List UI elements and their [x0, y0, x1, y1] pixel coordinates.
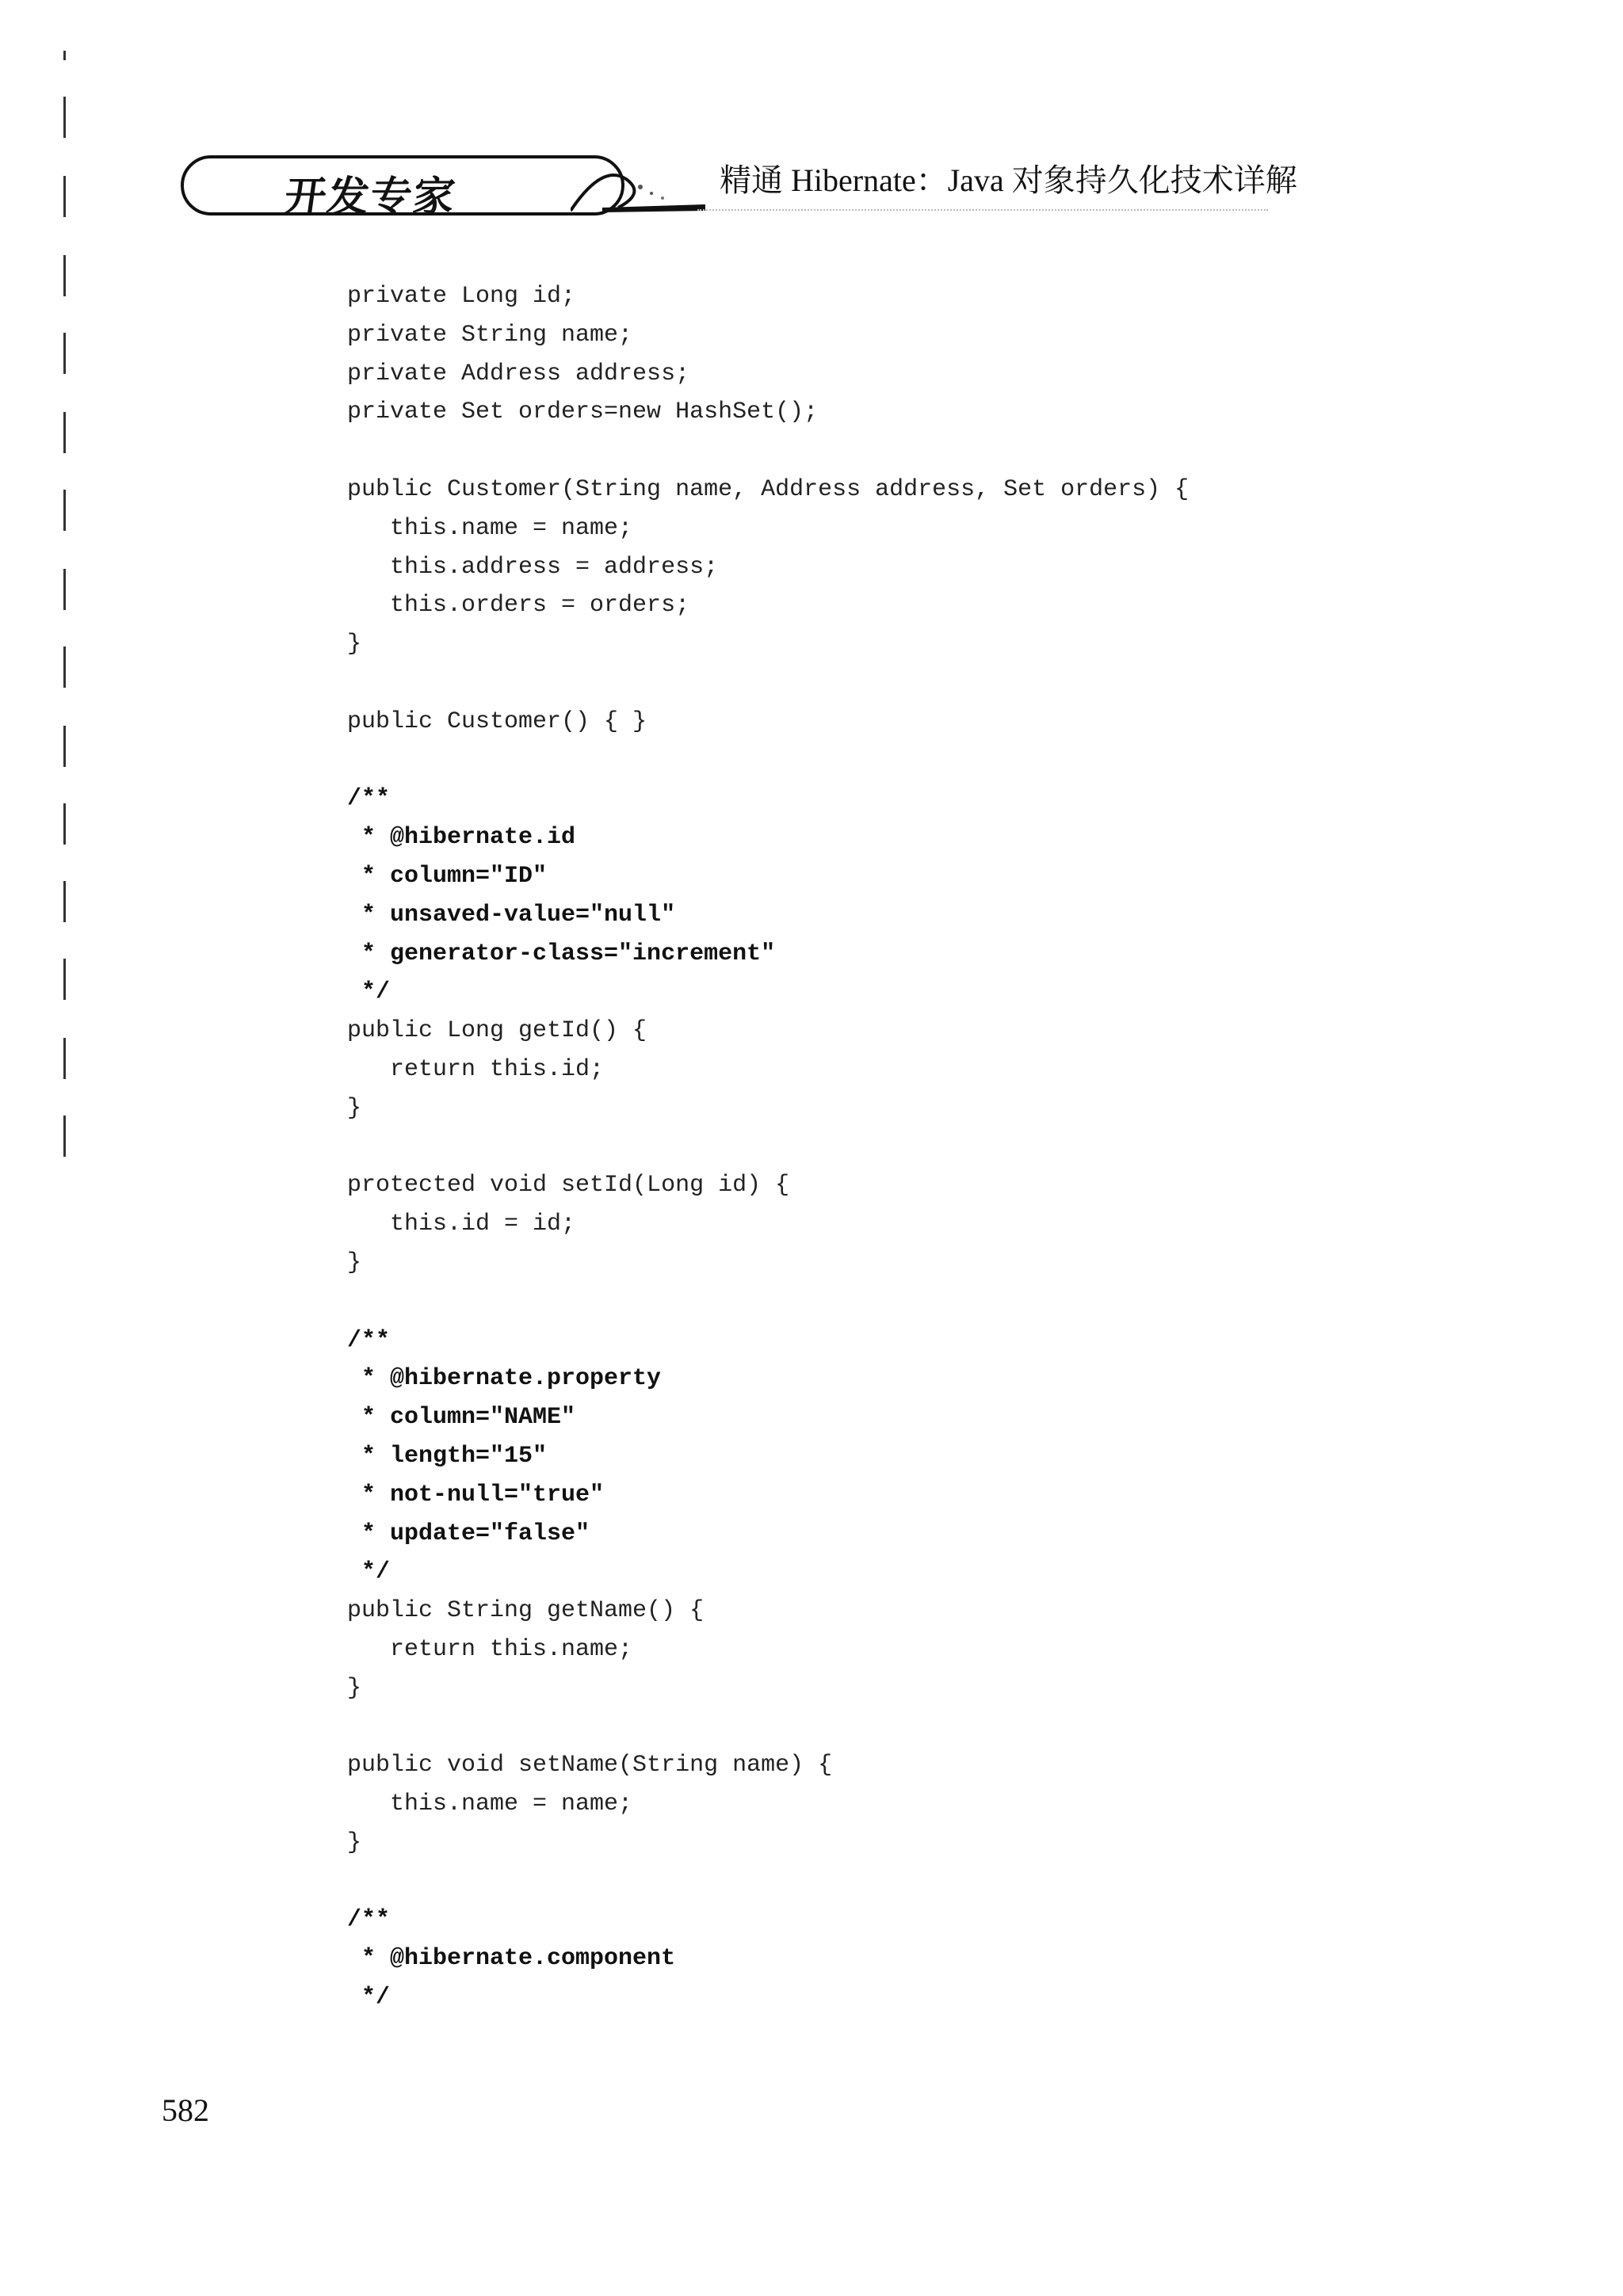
header-swoosh-decoration: [571, 155, 705, 219]
code-line: [347, 1283, 1189, 1322]
margin-bar: [63, 176, 66, 217]
code-annotation-line: * @hibernate.component: [347, 1945, 676, 1973]
code-annotation-line: /**: [347, 1326, 391, 1354]
code-annotation-line: */: [347, 1984, 391, 2012]
margin-bar: [63, 959, 66, 1000]
margin-bar: [63, 569, 66, 610]
code-line: private String name;: [347, 321, 633, 349]
margin-bar: [63, 881, 66, 922]
code-line: this.name = name;: [347, 1791, 633, 1818]
code-line: private Address address;: [347, 360, 690, 387]
code-line: public Customer(String name, Address address, Set orders) {: [347, 475, 1190, 503]
margin-bar: [63, 803, 66, 845]
code-line: [347, 742, 1189, 780]
margin-bar: [63, 97, 66, 138]
code-line: }: [347, 1674, 362, 1702]
book-title: 精通 Hibernate：Java 对象持久化技术详解: [720, 162, 1297, 198]
margin-bar: [63, 1116, 66, 1157]
code-line: public Long getId() {: [347, 1017, 647, 1045]
code-annotation-line: * column="NAME": [347, 1404, 576, 1432]
code-annotation-line: * not-null="true": [347, 1481, 605, 1508]
code-line: public Customer() { }: [347, 707, 647, 735]
code-annotation-line: /**: [347, 785, 391, 813]
code-annotation-line: */: [347, 978, 391, 1006]
code-listing: [347, 277, 1189, 2017]
code-line: [347, 432, 1189, 471]
code-annotation-line: * unsaved-value="null": [347, 901, 676, 929]
code-line: private Long id;: [347, 283, 576, 310]
code-line: this.orders = orders;: [347, 592, 690, 620]
margin-bar: [63, 333, 66, 374]
code-line: this.id = id;: [347, 1211, 576, 1238]
code-line: [347, 664, 1189, 703]
code-annotation-line: * generator-class="increment": [347, 940, 776, 967]
code-line: }: [347, 1829, 362, 1856]
page-number: 582: [162, 2092, 209, 2128]
margin-bar: [63, 490, 66, 531]
series-badge-label: 开发专家: [281, 174, 460, 221]
code-annotation-line: * @hibernate.property: [347, 1365, 662, 1393]
code-annotation-line: * @hibernate.id: [347, 824, 576, 852]
code-line: }: [347, 1249, 362, 1276]
code-annotation-line: * column="ID": [347, 862, 548, 890]
code-line: public void setName(String name) {: [347, 1752, 833, 1779]
code-line: }: [347, 1094, 362, 1122]
code-line: }: [347, 631, 362, 658]
margin-bar: [63, 1038, 66, 1079]
series-badge: [181, 155, 624, 221]
code-annotation-line: * length="15": [347, 1442, 548, 1470]
margin-bar: [63, 726, 66, 767]
code-line: this.name = name;: [347, 514, 633, 542]
code-annotation-line: /**: [347, 1906, 391, 1934]
code-line: private Set orders=new HashSet();: [347, 399, 819, 426]
code-line: [347, 1863, 1189, 1901]
code-line: [347, 1707, 1189, 1746]
code-line: public String getName() {: [347, 1597, 705, 1625]
margin-bar: [63, 255, 66, 296]
margin-bar: [63, 412, 66, 453]
code-annotation-line: */: [347, 1558, 391, 1586]
code-line: protected void setId(Long id) {: [347, 1172, 790, 1199]
margin-tick: [63, 51, 66, 60]
code-line: return this.id;: [347, 1055, 605, 1083]
code-annotation-line: * update="false": [347, 1520, 590, 1547]
code-line: [347, 1128, 1189, 1167]
margin-bar: [63, 646, 66, 688]
code-line: return this.name;: [347, 1635, 633, 1663]
header-rule: [697, 209, 1268, 211]
code-line: this.address = address;: [347, 553, 719, 581]
